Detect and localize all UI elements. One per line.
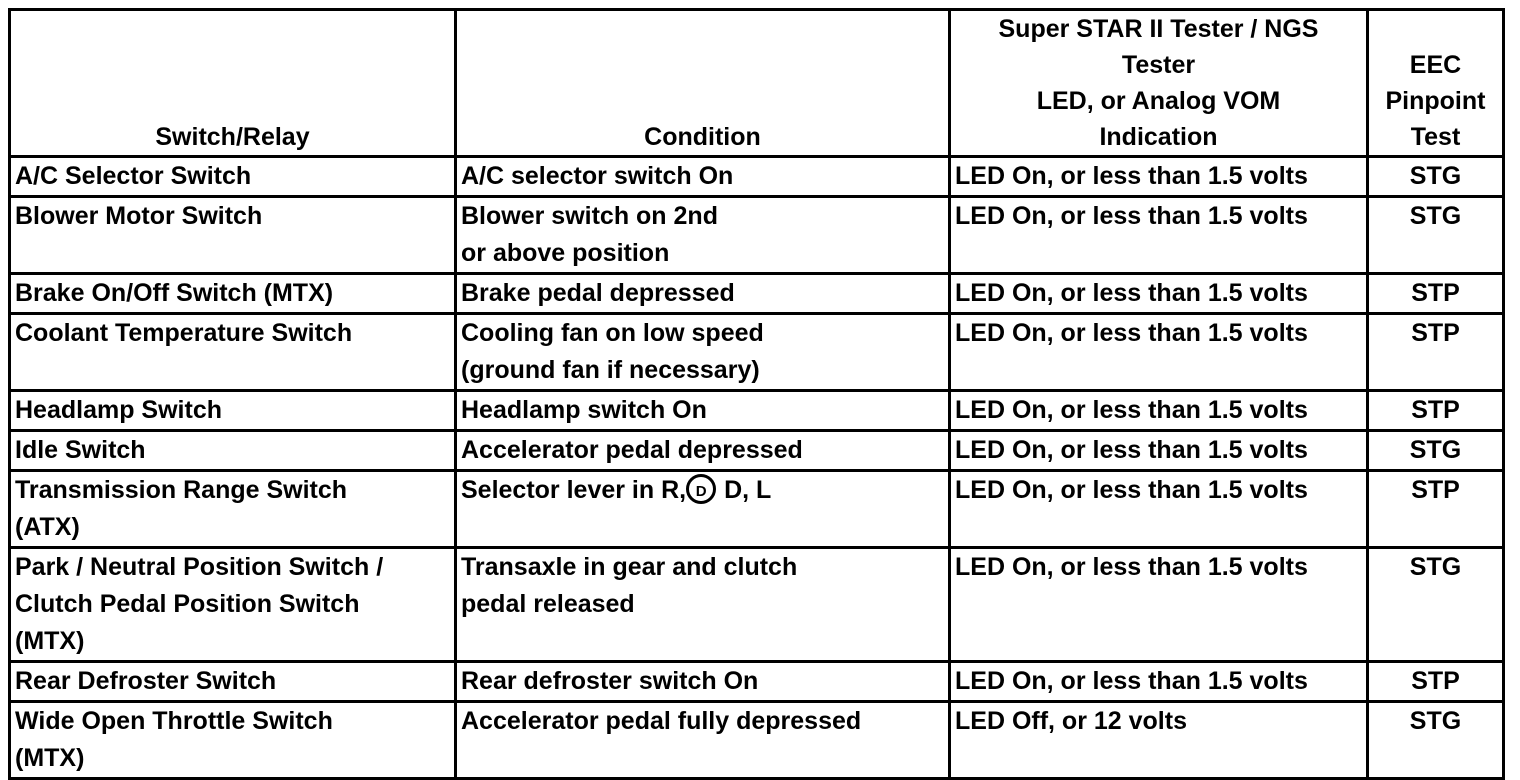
cell-condition [456, 314, 950, 391]
cell-indication: LED On, or less than 1.5 volts [950, 197, 1368, 274]
cell-test: STG [1368, 157, 1504, 197]
cell-line: Transmission Range Switch [15, 476, 348, 504]
cell-line: Headlamp switch On [461, 396, 707, 424]
cell-switch [10, 314, 456, 391]
cell-line: Coolant Temperature Switch [15, 319, 353, 347]
header-test-line: EEC [1409, 51, 1462, 79]
cell-condition [456, 197, 950, 274]
cell-line: Idle Switch [15, 436, 146, 464]
cell-test: STP [1368, 314, 1504, 391]
cell-indication: LED On, or less than 1.5 volts [950, 548, 1368, 662]
cell-line: Cooling fan on low speed [461, 319, 764, 347]
cell-switch [10, 702, 456, 779]
cell-condition [456, 157, 950, 197]
cell-line: Blower switch on 2nd [461, 202, 718, 230]
cell-line: A/C selector switch On [461, 162, 734, 190]
header-test-line: Pinpoint [1385, 87, 1486, 115]
cell-line: Brake On/Off Switch (MTX) [15, 279, 334, 307]
cell-switch [10, 197, 456, 274]
cell-line: (ATX) [15, 513, 80, 541]
cell-test: STG [1368, 431, 1504, 471]
cell-condition [456, 431, 950, 471]
header-indication-line: Tester [1121, 51, 1196, 79]
table-row [10, 471, 1504, 548]
header-test-line: Test [1410, 123, 1461, 151]
header-indication [950, 10, 1368, 157]
header-indication-line: Indication [1099, 123, 1218, 151]
cell-line: Rear defroster switch On [461, 667, 759, 695]
cell-line: A/C Selector Switch [15, 162, 252, 190]
cell-indication: LED Off, or 12 volts [950, 702, 1368, 779]
cell-line: Rear Defroster Switch [15, 667, 277, 695]
cell-test: STP [1368, 391, 1504, 431]
cell-test: STP [1368, 662, 1504, 702]
header-row [10, 10, 1504, 157]
header-indication-line: LED, or Analog VOM [1036, 87, 1281, 115]
header-indication-line: Super STAR II Tester / NGS [998, 15, 1319, 43]
table-row [10, 157, 1504, 197]
cell-indication: LED On, or less than 1.5 volts [950, 314, 1368, 391]
cell-test: STP [1368, 471, 1504, 548]
cell-indication: LED On, or less than 1.5 volts [950, 157, 1368, 197]
cell-line: Wide Open Throttle Switch [15, 707, 333, 735]
cell-line: Headlamp Switch [15, 396, 222, 424]
circled-annotation: D [686, 474, 716, 504]
cell-line: Accelerator pedal depressed [461, 436, 803, 464]
table-row [10, 662, 1504, 702]
cell-indication: LED On, or less than 1.5 volts [950, 431, 1368, 471]
cell-line: Brake pedal depressed [461, 279, 735, 307]
cell-indication: LED On, or less than 1.5 volts [950, 391, 1368, 431]
header-pinpoint-test [1368, 10, 1504, 157]
table-row [10, 314, 1504, 391]
cell-test: STP [1368, 274, 1504, 314]
cell-condition [456, 274, 950, 314]
cell-switch [10, 431, 456, 471]
cell-switch [10, 548, 456, 662]
cell-condition [456, 702, 950, 779]
cell-test: STG [1368, 548, 1504, 662]
cell-condition [456, 662, 950, 702]
cell-switch [10, 274, 456, 314]
switch-test-table [8, 8, 1505, 780]
cell-line: pedal released [461, 590, 635, 618]
cell-line: Blower Motor Switch [15, 202, 263, 230]
cell-line: Accelerator pedal fully depressed [461, 707, 862, 735]
cell-switch [10, 157, 456, 197]
table-row [10, 431, 1504, 471]
cell-indication: LED On, or less than 1.5 volts [950, 662, 1368, 702]
table-row [10, 274, 1504, 314]
cell-test: STG [1368, 197, 1504, 274]
cell-line: (MTX) [15, 627, 85, 655]
cell-indication: LED On, or less than 1.5 volts [950, 471, 1368, 548]
cell-condition [456, 548, 950, 662]
cell-line: or above position [461, 239, 670, 267]
cell-condition [456, 391, 950, 431]
cell-switch [10, 471, 456, 548]
cell-condition [456, 471, 950, 548]
cell-switch [10, 391, 456, 431]
cell-line: Transaxle in gear and clutch [461, 553, 798, 581]
cell-line: Clutch Pedal Position Switch [15, 590, 360, 618]
header-condition: Condition [456, 10, 950, 157]
cell-line: Park / Neutral Position Switch / [15, 553, 384, 581]
header-switch-relay: Switch/Relay [10, 10, 456, 157]
table-row [10, 702, 1504, 779]
condition-text-before: Selector lever in R, [461, 476, 687, 504]
cell-indication: LED On, or less than 1.5 volts [950, 274, 1368, 314]
cell-line: (MTX) [15, 744, 85, 772]
cell-test: STG [1368, 702, 1504, 779]
condition-text-after: D, L [724, 476, 772, 504]
table-row [10, 391, 1504, 431]
table-row [10, 197, 1504, 274]
cell-switch [10, 662, 456, 702]
cell-line: (ground fan if necessary) [461, 356, 760, 384]
table-row [10, 548, 1504, 662]
